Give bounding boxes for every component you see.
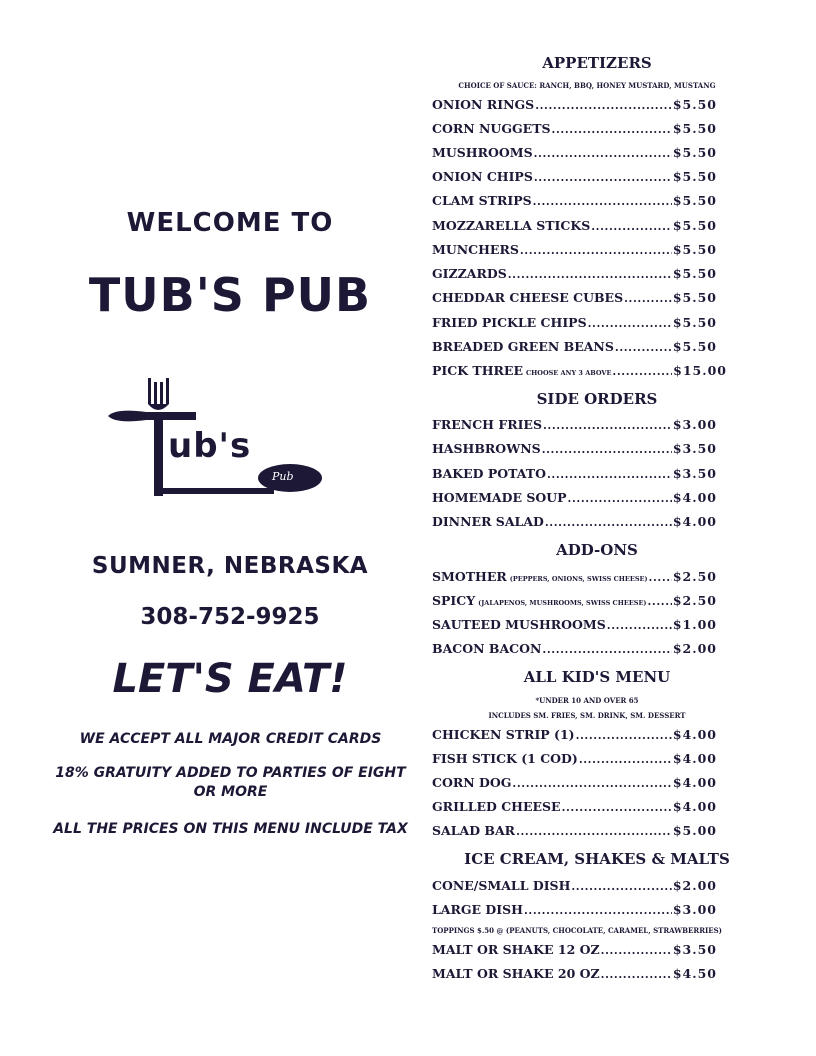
menu-item: MOZZARELLA STICKS ..... $5.50 (432, 218, 717, 233)
sauce-choice-note: CHOICE OF SAUCE: RANCH, BBQ, HONEY MUSTARD, MUSTANG (458, 81, 716, 90)
menu-item: ONION CHIPS ..... $5.50 (432, 169, 717, 184)
menu-item: SMOTHER (PEPPERS, ONIONS, SWISS CHEESE) ..... $2.50 (432, 569, 717, 584)
kids-age-note: *UNDER 10 AND OVER 65 (535, 696, 639, 705)
appetizers-heading: APPETIZERS (542, 54, 652, 72)
gratuity-note: 18% GRATUITY ADDED TO PARTIES OF EIGHT OR MORE (55, 765, 406, 800)
menu-item: BAKED POTATO ..... $3.50 (432, 466, 717, 481)
credit-card-note: WE ACCEPT ALL MAJOR CREDIT CARDS (79, 731, 382, 747)
ice-cream-heading: ICE CREAM, SHAKES & MALTS (464, 850, 730, 868)
menu-item: MUSHROOMS ..... $5.50 (432, 145, 717, 160)
menu-item: GRILLED CHEESE ..... $4.00 (432, 799, 717, 814)
city-state: SUMNER, NEBRASKA (91, 553, 369, 579)
menu-item: FRENCH FRIES ..... $3.00 (432, 417, 717, 432)
add-ons-heading: ADD-ONS (556, 541, 638, 559)
menu-item: MALT OR SHAKE 12 OZ ..... $3.50 (432, 942, 717, 957)
menu-item: BREADED GREEN BEANS ..... $5.50 (432, 339, 717, 354)
welcome-heading: WELCOME TO (126, 208, 334, 238)
menu-item: FRIED PICKLE CHIPS ..... $5.50 (432, 315, 717, 330)
tax-note: ALL THE PRICES ON THIS MENU INCLUDE TAX (53, 821, 408, 837)
menu-item: HOMEMADE SOUP ..... $4.00 (432, 490, 717, 505)
menu-item: PICK THREE CHOOSE ANY 3 ABOVE ..... $15.00 (432, 363, 727, 378)
menu-item: MUNCHERS ..... $5.50 (432, 242, 717, 257)
menu-item: CLAM STRIPS ..... $5.50 (432, 193, 717, 208)
menu-item: CORN DOG ..... $4.00 (432, 775, 717, 790)
side-orders-heading: SIDE ORDERS (536, 390, 658, 408)
tagline: LET'S EAT! (112, 656, 348, 702)
menu-item: CORN NUGGETS ..... $5.50 (432, 121, 717, 136)
menu-item: MALT OR SHAKE 20 OZ ..... $4.50 (432, 966, 717, 981)
menu-item: GIZZARDS ..... $5.50 (432, 266, 717, 281)
kids-menu-heading: ALL KID'S MENU (523, 668, 671, 686)
pub-name: TUB'S PUB (88, 268, 372, 322)
kids-includes-note: INCLUDES SM. FRIES, SM. DRINK, SM. DESSERT (488, 711, 686, 720)
logo-text: ub's (168, 426, 252, 466)
logo-script-text: Pub (272, 470, 294, 483)
menu-item: LARGE DISH ..... $3.00 (432, 902, 717, 917)
menu-item: SPICY (JALAPENOS, MUSHROOMS, SWISS CHEESE) ..... $2.50 (432, 593, 717, 608)
phone-number: 308-752-9925 (140, 604, 320, 630)
menu-item: ONION RINGS ..... $5.50 (432, 97, 717, 112)
menu-item: HASHBROWNS ..... $3.50 (432, 441, 717, 456)
menu-item: CHICKEN STRIP (1) ..... $4.00 (432, 727, 717, 742)
menu-item: DINNER SALAD ..... $4.00 (432, 514, 717, 529)
menu-item: FISH STICK (1 COD) ..... $4.00 (432, 751, 717, 766)
menu-item: BACON BACON ..... $2.00 (432, 641, 717, 656)
menu-item: CONE/SMALL DISH ..... $2.00 (432, 878, 717, 893)
menu-item: CHEDDAR CHEESE CUBES ..... $5.50 (432, 290, 717, 305)
toppings-note: TOPPINGS $.50 @ (PEANUTS, CHOCOLATE, CARAMEL, STRAWBERRIES) (432, 926, 722, 935)
menu-item: SAUTEED MUSHROOMS ..... $1.00 (432, 617, 717, 632)
menu-item: SALAD BAR ..... $5.00 (432, 823, 717, 838)
